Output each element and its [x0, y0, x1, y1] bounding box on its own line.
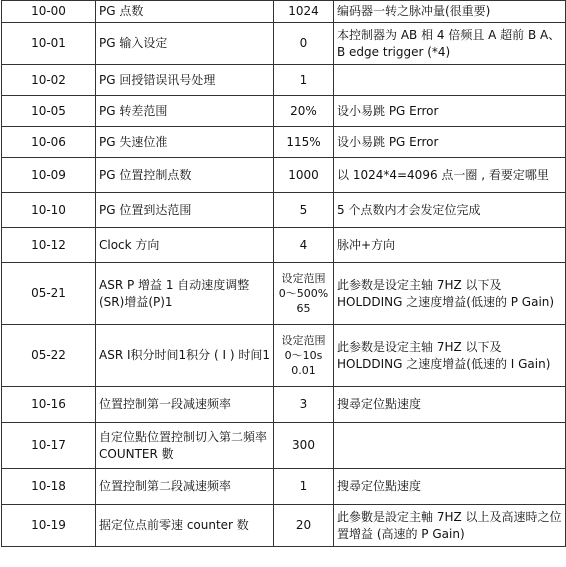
param-code: 10-09 [2, 158, 96, 193]
param-desc [334, 65, 566, 96]
param-value: 115% [274, 127, 334, 158]
param-code: 10-12 [2, 228, 96, 263]
param-desc: 以 1024*4=4096 点一圈 , 看要定哪里 [334, 158, 566, 193]
table-row [2, 193, 566, 228]
param-code: 10-17 [2, 423, 96, 469]
param-desc: 5 个点数内才会发定位完成 [334, 193, 566, 228]
table-row [2, 325, 566, 387]
param-desc: 设小易跳 PG Error [334, 127, 566, 158]
param-desc [334, 423, 566, 469]
param-code: 10-10 [2, 193, 96, 228]
param-value: 3 [274, 387, 334, 423]
table-row [2, 387, 566, 423]
param-name: 位置控制第一段减速频率 [96, 387, 274, 423]
param-name: ASR I积分时间1积分 ( I ) 时间1 [96, 325, 274, 387]
table-row [2, 423, 566, 469]
param-code: 10-05 [2, 96, 96, 127]
param-code: 10-18 [2, 469, 96, 505]
table-row [2, 23, 566, 65]
param-name: 自定位點位置控制切入第二頻率 COUNTER 數 [96, 423, 274, 469]
param-value: 0 [274, 23, 334, 65]
param-value: 1 [274, 65, 334, 96]
table-row [2, 158, 566, 193]
param-name: PG 位置到达范围 [96, 193, 274, 228]
parameter-table [1, 0, 566, 547]
param-desc: 此参数是设定主轴 7HZ 以下及 HOLDDING 之速度增益(低速的 I Gain) [334, 325, 566, 387]
table-row [2, 1, 566, 23]
param-value: 1 [274, 469, 334, 505]
table-row [2, 65, 566, 96]
param-desc: 本控制器为 AB 相 4 倍频且 A 超前 B A、B edge trigger (*4) [334, 23, 566, 65]
table-row [2, 127, 566, 158]
param-name: PG 回授错误讯号处理 [96, 65, 274, 96]
table-row [2, 505, 566, 547]
param-value: 20 [274, 505, 334, 547]
param-desc: 此参数是设定主轴 7HZ 以下及 HOLDDING 之速度增益(低速的 P Gain) [334, 263, 566, 325]
param-code: 05-21 [2, 263, 96, 325]
param-desc: 搜尋定位點速度 [334, 469, 566, 505]
param-value: 20% [274, 96, 334, 127]
param-desc: 此參數是設定主軸 7HZ 以上及高速時之位置增益 (高速的 P Gain) [334, 505, 566, 547]
param-value: 1000 [274, 158, 334, 193]
table-row [2, 263, 566, 325]
param-desc: 设小易跳 PG Error [334, 96, 566, 127]
param-code: 10-16 [2, 387, 96, 423]
param-value: 设定范围 0～10s 0.01 [274, 325, 334, 387]
table-row [2, 469, 566, 505]
param-code: 10-00 [2, 1, 96, 23]
param-desc: 脉冲+方向 [334, 228, 566, 263]
param-name: PG 转差范围 [96, 96, 274, 127]
table-row [2, 228, 566, 263]
param-name: 位置控制第二段减速频率 [96, 469, 274, 505]
param-value: 1024 [274, 1, 334, 23]
param-name: PG 位置控制点数 [96, 158, 274, 193]
param-desc: 搜尋定位點速度 [334, 387, 566, 423]
param-value: 300 [274, 423, 334, 469]
table-row [2, 96, 566, 127]
param-code: 10-01 [2, 23, 96, 65]
param-code: 10-06 [2, 127, 96, 158]
param-name: PG 输入设定 [96, 23, 274, 65]
param-name: ASR P 增益 1 自动速度调整(SR)增益(P)1 [96, 263, 274, 325]
param-name: PG 点数 [96, 1, 274, 23]
param-code: 05-22 [2, 325, 96, 387]
param-desc: 编码器一转之脉冲量(很重要) [334, 1, 566, 23]
param-name: 据定位点前零速 counter 数 [96, 505, 274, 547]
param-name: Clock 方向 [96, 228, 274, 263]
param-value: 4 [274, 228, 334, 263]
param-code: 10-19 [2, 505, 96, 547]
param-value: 设定范围 0～500% 65 [274, 263, 334, 325]
param-code: 10-02 [2, 65, 96, 96]
param-value: 5 [274, 193, 334, 228]
param-name: PG 失速位准 [96, 127, 274, 158]
